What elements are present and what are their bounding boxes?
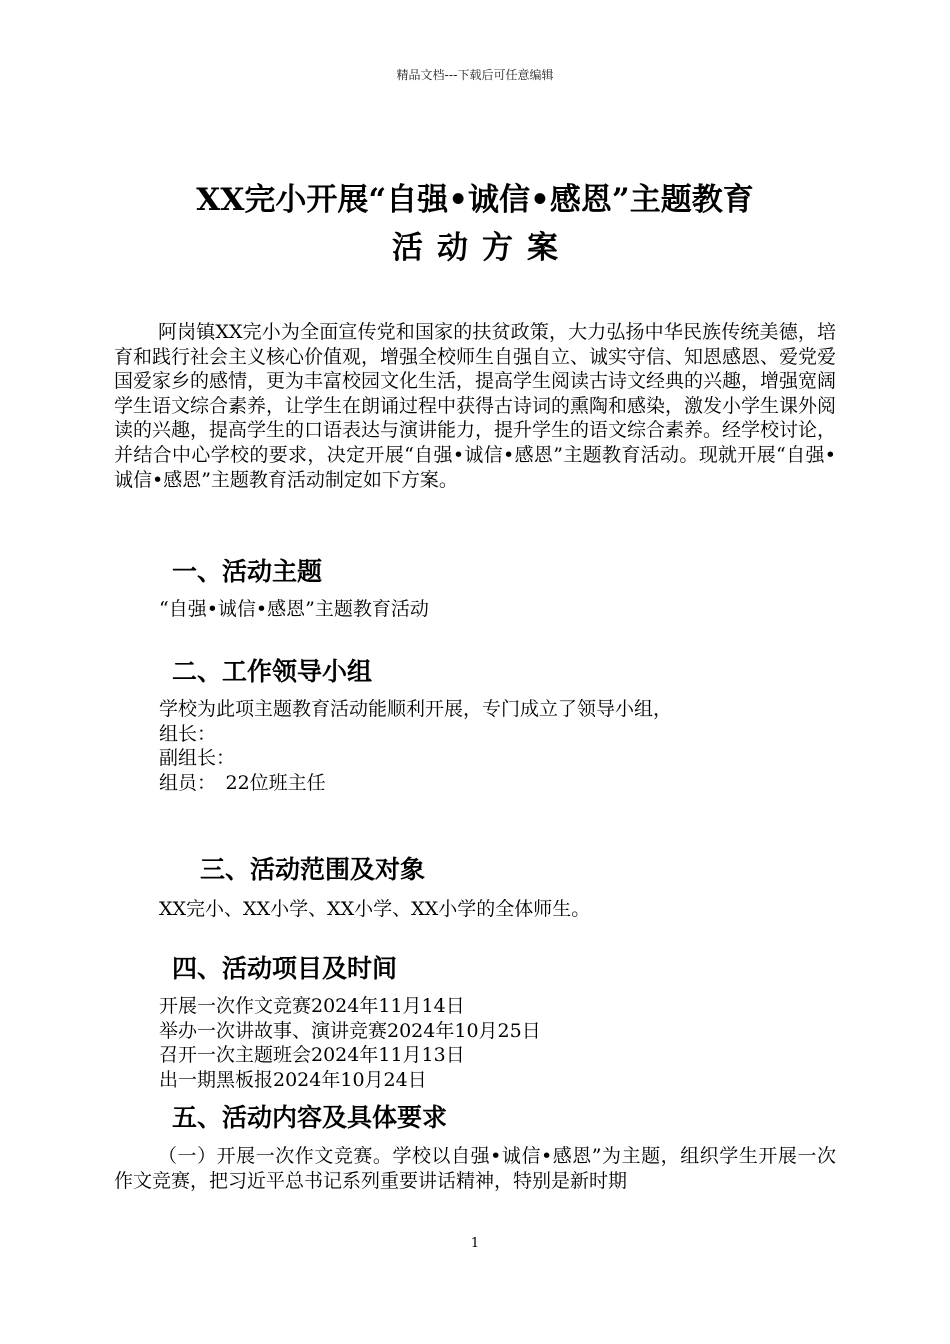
section-2-list xyxy=(159,697,672,795)
section-4-list xyxy=(159,994,541,1092)
section-4-line: 举办一次讲故事、演讲竞赛2024年10月25日 xyxy=(159,1019,541,1042)
section-4-line: 开展一次作文竞赛2024年11月14日 xyxy=(159,995,465,1017)
section-4-heading: 四、活动项目及时间 xyxy=(172,954,398,983)
section-2-heading: 二、工作领导小组 xyxy=(172,657,373,686)
section-2-line: 学校为此项主题教育活动能顺利开展，专门成立了领导小组， xyxy=(159,698,673,720)
section-3-heading: 三、活动范围及对象 xyxy=(200,855,426,884)
section-2-line: 组员： 22位班主任 xyxy=(159,771,326,794)
section-4-line: 召开一次主题班会2024年11月13日 xyxy=(159,1044,465,1067)
section-5-paragraph xyxy=(114,1144,836,1193)
section-4-line: 出一期黑板报2024年10月24日 xyxy=(159,1068,427,1091)
section-5-heading: 五、活动内容及具体要求 xyxy=(172,1103,448,1132)
section-5-text: （一）开展一次作文竞赛。学校以自强•诚信•感恩”为主题，组织学生开展一次作文竞赛，把习近平总书记系列重要讲话精神，特别是新时期 xyxy=(114,1145,836,1192)
intro-text: 阿岗镇XX完小为全面宣传党和国家的扶贫政策，大力弘扬中华民族传统美德，培育和践行社会主义核心价值观，增强全校师生自强自立、诚实守信、知恩感恩、爱党爱国爱家乡的感情，更为丰富校园文化生活，提高学生阅读古诗文经典的兴趣，增强宽阔学生语文综合素养，让学生在朗诵过程中获得古诗词的熏陶和感染，激发小学生课外阅读的兴趣，提高学生的口语表达与演讲能力，提升学生的语文综合素养。经学校讨论，并结合中心学校的要求，决定开展“自强•诚信•感恩”主题教育活动。现就开展“自强•诚信•感恩”主题教育活动制定如下方案。 xyxy=(114,321,837,491)
intro-paragraph xyxy=(114,320,836,492)
header-note: 精品文档---下载后可任意编辑 xyxy=(396,68,554,82)
section-3-text: XX完小、XX小学、XX小学、XX小学的全体师生。 xyxy=(159,898,591,920)
section-1-heading: 一、活动主题 xyxy=(172,557,323,586)
section-2-line: 副组长： xyxy=(159,747,236,770)
page-number: 1 xyxy=(470,1236,480,1251)
section-2-line: 组长： xyxy=(159,722,217,745)
document-title-line1: XX完小开展“自强•诚信•感恩”主题教育 xyxy=(196,182,754,218)
section-1-text: “自强•诚信•感恩”主题教育活动 xyxy=(159,598,429,620)
document-title-line2: 活动方案 xyxy=(392,230,572,266)
